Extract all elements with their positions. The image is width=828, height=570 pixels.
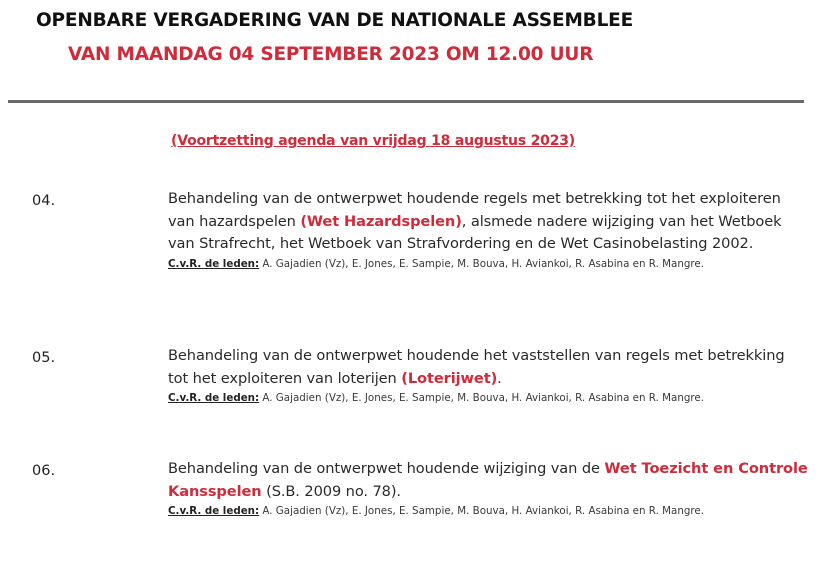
committee-names: A. Gajadien (Vz), E. Jones, E. Sampie, M. Bouva, H. Aviankoi, R. Asabina en R. Mangre. (259, 257, 705, 270)
committee-names: A. Gajadien (Vz), E. Jones, E. Sampie, M. Bouva, H. Aviankoi, R. Asabina en R. Mangre. (259, 392, 705, 404)
committee-names: A. Gajadien (Vz), E. Jones, E. Sampie, M. Bouva, H. Aviankoi, R. Asabina en R. Mangre. (259, 505, 705, 517)
description-text: . (497, 369, 502, 387)
law-name-highlight: (Wet Hazardspelen) (300, 212, 462, 230)
agenda-item-number: 06. (32, 463, 56, 479)
agenda-item-description (168, 188, 808, 256)
law-name-highlight: (Loterijwet) (401, 369, 498, 387)
law-name-highlight: Wet Toezicht en Controle Kansspelen (168, 460, 808, 500)
agenda-item (168, 458, 808, 519)
committee-label: C.v.R. de leden: (168, 505, 260, 517)
continuation-note: (Voortzetting agenda van vrijdag 18 augustus 2023) (171, 133, 575, 149)
description-text: , alsmede nadere wijziging van het Wetboek van Strafrecht, het Wetboek van Strafvordering en de Wet Casinobelasting 2002. (168, 212, 782, 252)
committee-label: C.v.R. de leden: (168, 392, 260, 404)
committee-members (168, 391, 808, 406)
agenda-item-description (168, 458, 808, 503)
description-text: Behandeling van de ontwerpwet houdende regels met betrekking tot het exploiteren van hazardspelen (168, 190, 781, 230)
description-text: Behandeling van de ontwerpwet houdende het vaststellen van regels met betrekking tot het exploiteren van loterijen (168, 347, 785, 387)
committee-members (168, 504, 808, 519)
page-title: OPENBARE VERGADERING VAN DE NATIONALE ASSEMBLEE (36, 10, 634, 31)
agenda-item-number: 05. (32, 350, 56, 366)
agenda-item-number: 04. (32, 193, 56, 209)
agenda-item (168, 345, 808, 406)
meeting-date-subtitle: VAN MAANDAG 04 SEPTEMBER 2023 OM 12.00 UUR (68, 44, 594, 65)
description-text: Behandeling van de ontwerpwet houdende wijziging van de (168, 460, 605, 477)
agenda-item (168, 188, 808, 272)
committee-label: C.v.R. de leden: (168, 257, 260, 270)
committee-members (168, 257, 808, 272)
description-text: (S.B. 2009 no. 78). (261, 482, 401, 500)
header-divider (8, 100, 804, 103)
agenda-item-description (168, 345, 808, 390)
